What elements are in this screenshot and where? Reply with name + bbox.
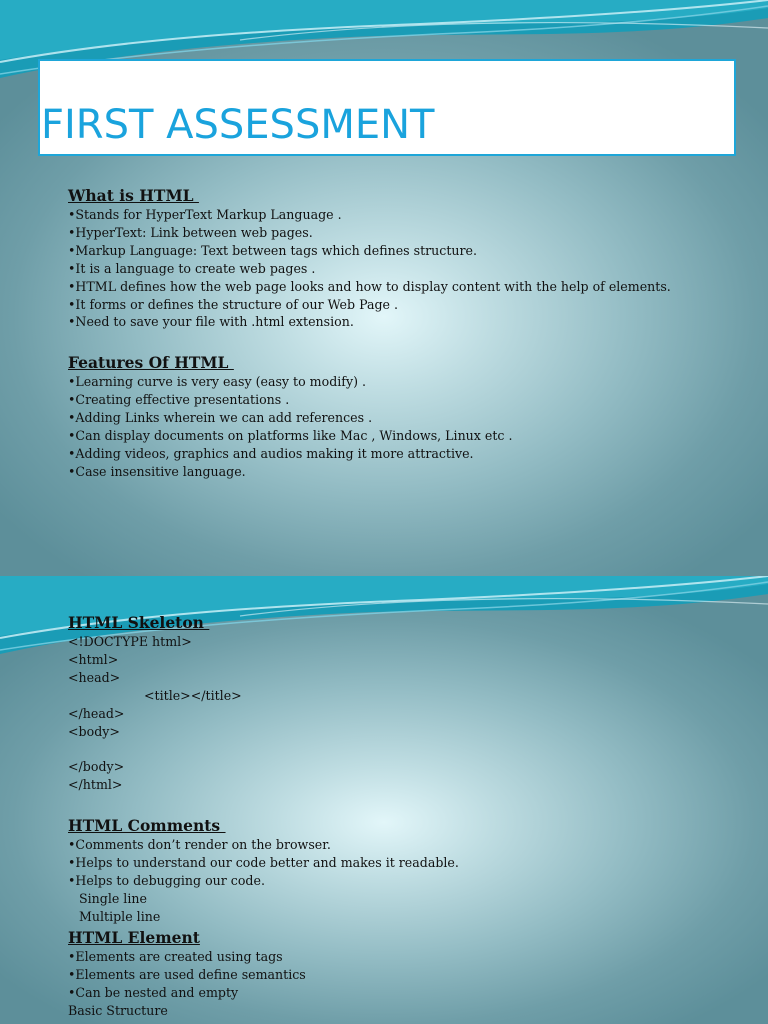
- list-item: •Case insensitive language.: [68, 463, 246, 479]
- code-line: </body>: [68, 759, 125, 775]
- code-line: </html>: [68, 777, 123, 793]
- list-item: •Adding Links wherein we can add references .: [68, 409, 373, 425]
- list-item: •Need to save your file with .html extension.: [68, 314, 354, 330]
- section-heading: What is HTML: [68, 186, 199, 205]
- code-line: <title></title>: [144, 687, 242, 703]
- list-item: •Markup Language: Text between tags which defines structure.: [68, 242, 477, 258]
- sub-item: Single line: [79, 890, 147, 906]
- what-is-html-section: [68, 186, 671, 331]
- list-item: •HTML defines how the web page looks and how to display content with the help of elements.: [68, 278, 671, 294]
- sub-item: Multiple line: [79, 908, 161, 924]
- slide-title: FIRST ASSESSMENT: [41, 102, 435, 148]
- list-item: •Learning curve is very easy (easy to modify) .: [68, 374, 366, 389]
- list-item: •Adding videos, graphics and audios making it more attractive.: [68, 445, 474, 461]
- section-heading: HTML Comments: [68, 816, 226, 835]
- section-heading: HTML Element: [68, 928, 200, 947]
- list-item: •Elements are used define semantics: [68, 966, 306, 982]
- list-item: •Creating effective presentations .: [68, 391, 290, 407]
- list-item: •Stands for HyperText Markup Language .: [68, 207, 342, 222]
- list-item: •Helps to understand our code better and makes it readable.: [68, 854, 459, 870]
- list-item: •Elements are created using tags: [68, 949, 283, 964]
- section-heading: HTML Skeleton: [68, 613, 210, 632]
- list-item: •Can display documents on platforms like Mac , Windows, Linux etc .: [68, 427, 513, 443]
- code-line: [68, 740, 242, 758]
- list-item: •It is a language to create web pages .: [68, 260, 316, 276]
- code-line: <!DOCTYPE html>: [68, 634, 192, 649]
- code-line: <head>: [68, 669, 121, 685]
- list-item: •It forms or defines the structure of our Web Page .: [68, 296, 399, 312]
- code-line: <body>: [68, 723, 120, 739]
- list-item: •Helps to debugging our code.: [68, 872, 265, 888]
- slide-2: [0, 576, 768, 1024]
- code-line: <html>: [68, 651, 119, 667]
- list-item: •HyperText: Link between web pages.: [68, 224, 313, 240]
- section-heading: Features Of HTML: [68, 353, 234, 372]
- html-element-section: [68, 928, 306, 1020]
- title-box: [38, 59, 736, 156]
- list-item: •Can be nested and empty: [68, 984, 239, 1000]
- features-section: [68, 353, 512, 480]
- list-item: Basic Structure: [68, 1002, 168, 1018]
- html-skeleton-section: [68, 613, 242, 794]
- list-item: •Comments don’t render on the browser.: [68, 837, 331, 852]
- code-line: </head>: [68, 705, 125, 721]
- html-comments-section: [68, 816, 459, 926]
